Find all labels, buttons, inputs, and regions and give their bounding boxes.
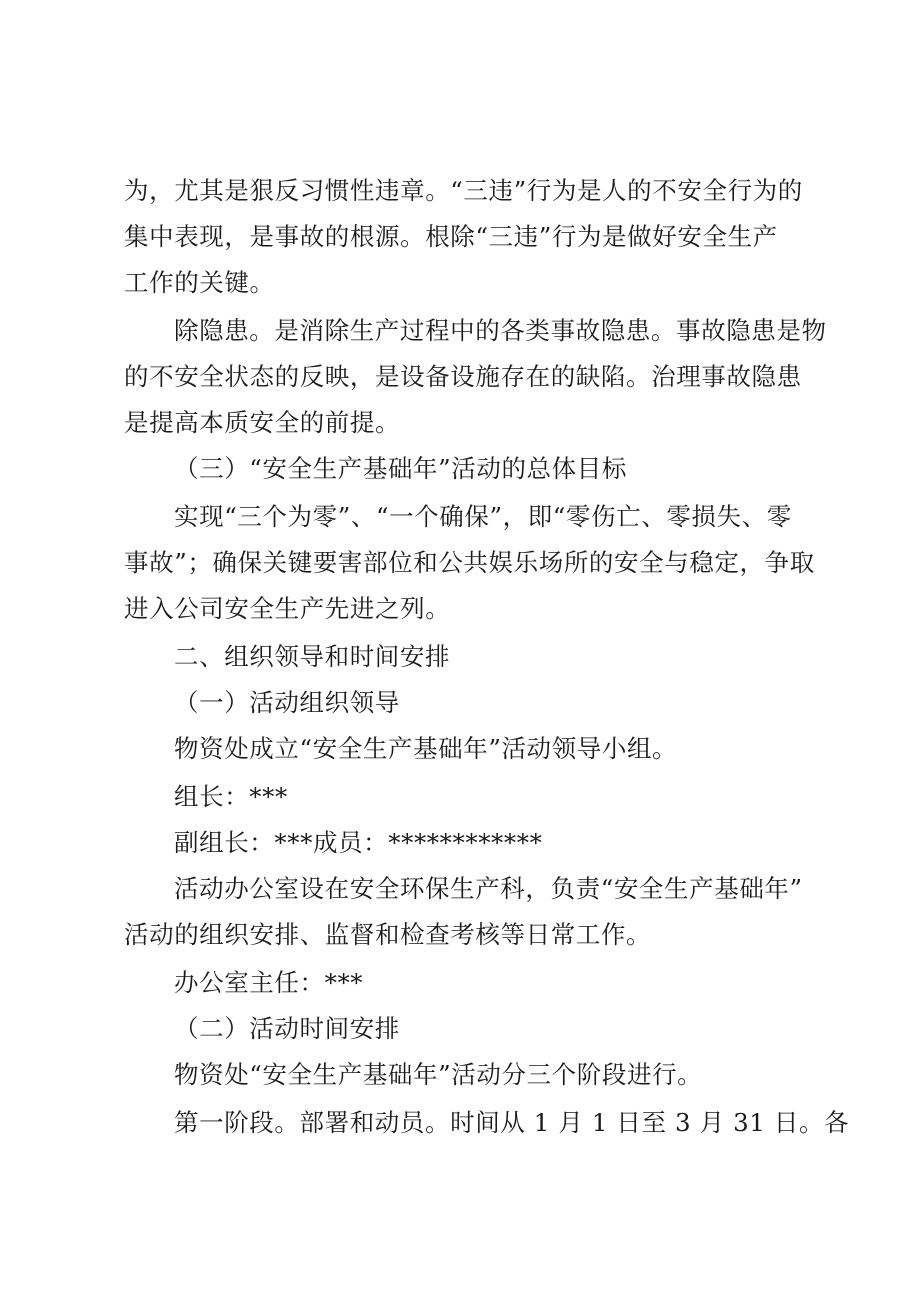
paragraph-line: 活动的组织安排、监督和检查考核等日常工作。 xyxy=(124,920,652,949)
paragraph-line: 是提高本质安全的前提。 xyxy=(124,408,401,437)
paragraph-line: 除隐患。是消除生产过程中的各类事故隐患。事故隐患是物 xyxy=(174,316,827,345)
section-heading: （三）“安全生产基础年”活动的总体目标 xyxy=(174,454,627,483)
paragraph-line: 的不安全状态的反映，是设备设施存在的缺陷。治理事故隐患 xyxy=(124,362,802,391)
paragraph-line: 物资处“安全生产基础年”活动分三个阶段进行。 xyxy=(174,1060,703,1089)
paragraph-line: 物资处成立“安全生产基础年”活动领导小组。 xyxy=(174,734,678,763)
paragraph-line: 为，尤其是狠反习惯性违章。“三违”行为是人的不安全行为的 xyxy=(124,176,803,205)
paragraph-line: 活动办公室设在安全环保生产科，负责“安全生产基础年” xyxy=(174,874,803,903)
paragraph-line: 第一阶段。部署和动员。时间从 1 月 1 日至 3 月 31 日。各 xyxy=(174,1108,850,1137)
paragraph-line: 事故”；确保关键要害部位和公共娱乐场所的安全与稳定，争取 xyxy=(124,548,815,577)
paragraph-line: 工作的关键。 xyxy=(124,268,275,297)
section-heading: （一）活动组织领导 xyxy=(174,688,400,717)
paragraph-line: 办公室主任：*** xyxy=(174,968,364,997)
section-heading: 二、组织领导和时间安排 xyxy=(174,642,451,671)
paragraph-line: 实现“三个为零”、“一个确保”，即“零伤亡、零损失、零 xyxy=(174,502,792,531)
section-heading: （二）活动时间安排 xyxy=(174,1014,400,1043)
paragraph-line: 组长：*** xyxy=(174,782,288,811)
paragraph-line: 进入公司安全生产先进之列。 xyxy=(124,594,451,623)
paragraph-line: 集中表现，是事故的根源。根除“三违”行为是做好安全生产 xyxy=(124,222,778,251)
paragraph-line: 副组长：***成员：************ xyxy=(174,828,543,857)
